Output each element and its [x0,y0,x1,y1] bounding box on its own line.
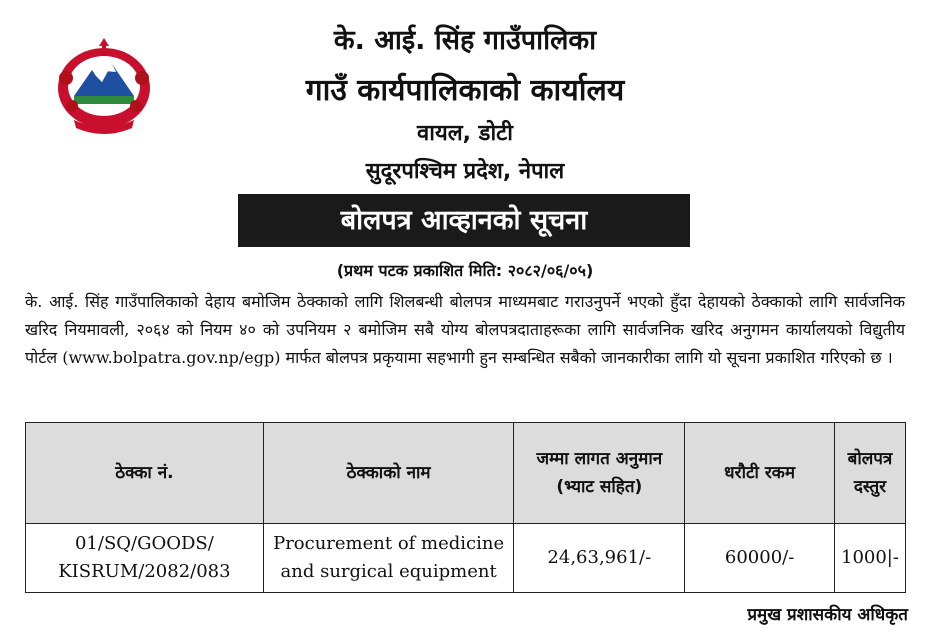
office-name: गाउँ कार्यपालिकाको कार्यालय [305,73,625,108]
tender-table [25,422,906,593]
cell-cost-estimate: 24,63,961/- [514,524,685,593]
table-header-row [26,423,906,524]
cell-bid-fee: 1000|- [834,524,905,593]
cell-contract-name: Procurement of medicine and surgical equipment [263,524,514,593]
header-contract-no: ठेक्का नं. [26,423,264,524]
signatory: प्रमुख प्रशासकीय अधिकृत [747,605,908,625]
notice-title: बोलपत्र आव्हानको सूचना [238,194,690,247]
header-cost-estimate: जम्मा लागत अनुमान (भ्याट सहित) [514,423,685,524]
cell-bid-security: 60000/- [685,524,835,593]
office-location: वायल, डोटी [417,121,513,146]
table-row [26,524,906,593]
header-contract-name: ठेक्काको नाम [263,423,514,524]
cell-contract-no: 01/SQ/GOODS/ KISRUM/2082/083 [26,524,264,593]
province-name: सुदूरपश्चिम प्रदेश, नेपाल [365,159,565,184]
municipality-name: के. आई. सिंह गाउँपालिका [333,25,597,56]
header-bid-fee: बोलपत्र दस्तुर [834,423,905,524]
header-bid-security: धरौटी रकम [685,423,835,524]
publication-date: (प्रथम पटक प्रकाशित मिति: २०८२/०६/०५) [336,261,594,280]
notice-body: के. आई. सिंह गाउँपालिकाको देहाय बमोजिम ठेक्काको लागि शिलबन्धी बोलपत्र माध्यमबाट गराउनुपर्ने भएको हुँदा देहायको ठेक्काको लागि सार्वजनिक खरिद नियमावली, २०६४ को नियम ४० को उपनियम २ बमोजिम सबै योग्य बोलपत्रदाताहरूका लागि सार्वजनिक खरिद अनुगमन कार्यालयको विद्युतीय पोर्टल (www.bolpatra.gov.np/egp) मार्फत बोलपत्र प्रकृयामा सहभागी हुन सम्बन्धित सबैको जानकारीका लागि यो सूचना प्रकाशित गरिएको छ । [25,292,905,367]
